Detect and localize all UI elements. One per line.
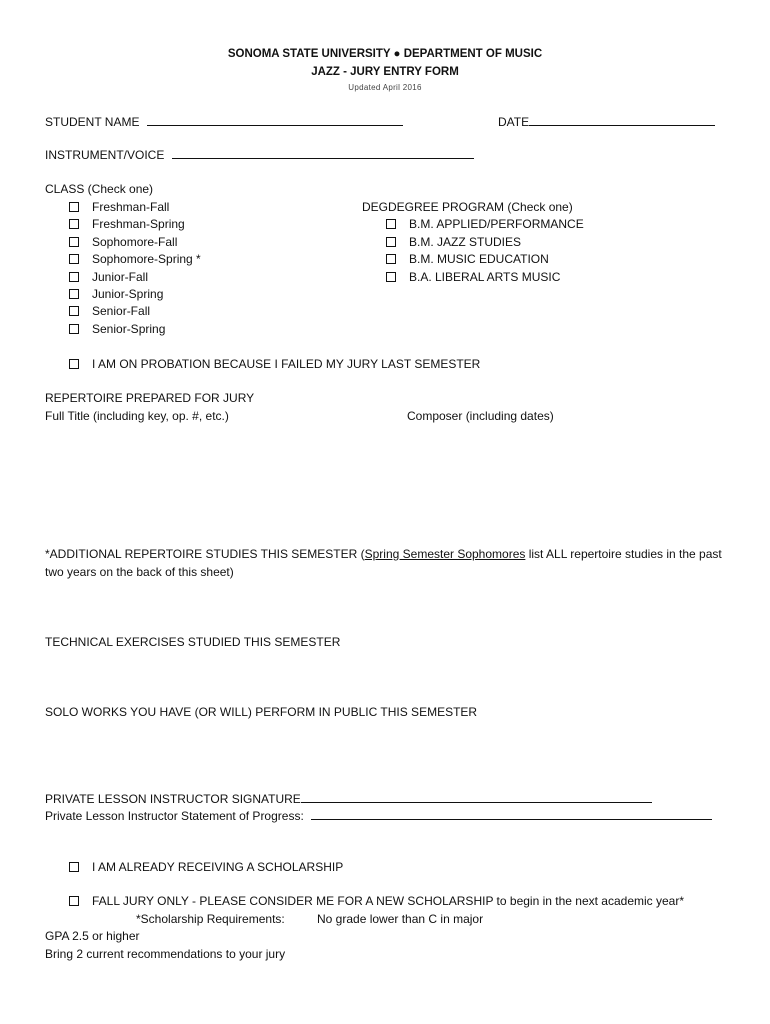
checkbox[interactable]	[386, 254, 396, 264]
additional-repertoire-line2: two years on the back of this sheet)	[45, 565, 234, 579]
degree-option: B.A. LIBERAL ARTS MUSIC	[386, 270, 560, 284]
class-option: Freshman-Fall	[69, 200, 169, 214]
repertoire-title-column: Full Title (including key, op. #, etc.)	[45, 409, 229, 423]
form-title-university: SONOMA STATE UNIVERSITY ● DEPARTMENT OF MUSIC	[227, 48, 543, 60]
instructor-signature-label: PRIVATE LESSON INSTRUCTOR SIGNATURE	[45, 792, 301, 806]
class-option: Senior-Spring	[69, 322, 165, 336]
checkbox[interactable]	[69, 289, 79, 299]
checkbox[interactable]	[69, 254, 79, 264]
checkbox[interactable]	[386, 272, 396, 282]
updated-date: Updated April 2016	[348, 83, 422, 92]
class-label: CLASS (Check one)	[45, 182, 154, 196]
scholarship-requirement: GPA 2.5 or higher	[45, 929, 140, 943]
student-name-line[interactable]	[147, 114, 403, 126]
class-option: Junior-Spring	[69, 287, 163, 301]
solo-works-heading: SOLO WORKS YOU HAVE (OR WILL) PERFORM IN PUBLIC THIS SEMESTER	[45, 705, 478, 719]
scholarship-requirements-label: *Scholarship Requirements:	[136, 912, 285, 926]
checkbox[interactable]	[386, 219, 396, 229]
date-label: DATE	[498, 115, 530, 129]
class-option: Sophomore-Spring *	[69, 252, 201, 266]
checkbox[interactable]	[69, 862, 79, 872]
checkbox[interactable]	[69, 896, 79, 906]
degree-option: B.M. MUSIC EDUCATION	[386, 252, 549, 266]
degree-option: B.M. APPLIED/PERFORMANCE	[386, 217, 584, 231]
date-line[interactable]	[529, 114, 715, 126]
instrument-row	[45, 147, 474, 162]
student-name-label: STUDENT NAME	[45, 115, 140, 129]
scholarship-requirement: No grade lower than C in major	[317, 912, 484, 926]
checkbox[interactable]	[69, 272, 79, 282]
repertoire-heading: REPERTOIRE PREPARED FOR JURY	[45, 391, 255, 405]
scholarship-already-option: I AM ALREADY RECEIVING A SCHOLARSHIP	[69, 860, 343, 874]
checkbox[interactable]	[69, 237, 79, 247]
scholarship-consider-option: FALL JURY ONLY - PLEASE CONSIDER ME FOR A NEW SCHOLARSHIP to begin in the next academic year*	[69, 894, 684, 908]
degree-option: B.M. JAZZ STUDIES	[386, 235, 521, 249]
instructor-signature-row	[45, 791, 652, 806]
checkbox[interactable]	[69, 359, 79, 369]
class-option: Sophomore-Fall	[69, 235, 177, 249]
instructor-statement-label: Private Lesson Instructor Statement of Progress:	[45, 809, 304, 823]
instructor-statement-row	[45, 808, 712, 823]
probation-option: I AM ON PROBATION BECAUSE I FAILED MY JURY LAST SEMESTER	[69, 357, 480, 371]
class-option: Freshman-Spring	[69, 217, 185, 231]
degree-label: DEGDEGREE PROGRAM (Check one)	[362, 200, 573, 214]
instrument-line[interactable]	[172, 147, 474, 159]
instructor-signature-line[interactable]	[301, 791, 652, 803]
checkbox[interactable]	[69, 202, 79, 212]
checkbox[interactable]	[69, 324, 79, 334]
student-name-row	[45, 114, 403, 129]
instrument-label: INSTRUMENT/VOICE	[45, 148, 165, 162]
checkbox[interactable]	[69, 306, 79, 316]
checkbox[interactable]	[69, 219, 79, 229]
repertoire-composer-column: Composer (including dates)	[407, 409, 554, 423]
instructor-statement-line[interactable]	[311, 808, 712, 820]
date-row	[498, 114, 715, 129]
class-option: Junior-Fall	[69, 270, 148, 284]
scholarship-requirement: Bring 2 current recommendations to your jury	[45, 947, 286, 961]
class-option: Senior-Fall	[69, 304, 150, 318]
technical-exercises-heading: TECHNICAL EXERCISES STUDIED THIS SEMESTER	[45, 635, 341, 649]
checkbox[interactable]	[386, 237, 396, 247]
additional-repertoire-line1: *ADDITIONAL REPERTOIRE STUDIES THIS SEMESTER (Spring Semester Sophomores list ALL repertoire studies in the past	[45, 547, 722, 561]
form-title: JAZZ - JURY ENTRY FORM	[311, 66, 459, 78]
